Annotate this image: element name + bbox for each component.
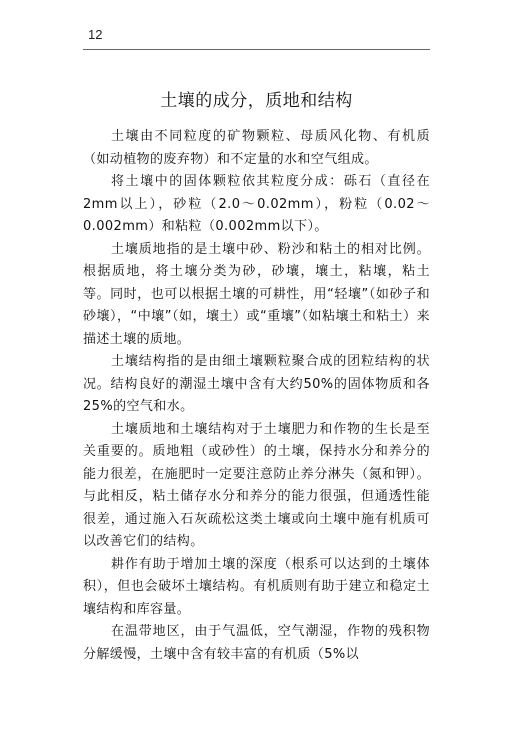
page-title: 土壤的成分，质地和结构 (160, 91, 353, 111)
paragraph: 土壤结构指的是由细土壤颗粒聚合成的团粒结构的状况。结构良好的潮湿土壤中含有大约50%的固体物质和各25%的空气和水。 (83, 354, 430, 414)
paragraph: 耕作有助于增加土壤的深度（根系可以达到的土壤体积），但也会破坏土壤结构。有机质则有助于建立和稳定土壤结构和库容量。 (83, 556, 430, 617)
header-rule (83, 49, 430, 50)
paragraph: 土壤质地指的是土壤中砂、粉沙和粘土的相对比例。根据质地，将土壤分类为砂，砂壤，壤土，粘壤，粘土等。同时，也可以根据土壤的可耕性，用“轻壤”（如砂子和砂壤），“中壤”（如，壤土）或“重壤”（如粘壤土和粘土）来描述土壤的质地。 (83, 241, 430, 347)
body-text (83, 126, 430, 666)
paragraph: 在温带地区，由于气温低，空气潮湿，作物的残积物分解缓慢，土壤中含有较丰富的有机质（5%以 (83, 624, 430, 662)
page-number: 12 (88, 27, 103, 42)
paragraph: 将土壤中的固体颗粒依其粒度分成：砾石（直径在2mm以上），砂粒（2.0～0.02mm），粉粒（0.02～0.002mm）和粘粒（0.002mm以下）。 (83, 174, 430, 234)
paragraph: 土壤由不同粒度的矿物颗粒、母质风化物、有机质（如动植物的废弃物）和不定量的水和空气组成。 (83, 129, 430, 167)
paragraph: 土壤质地和土壤结构对于土壤肥力和作物的生长是至关重要的。质地粗（或砂性）的土壤，保持水分和养分的能力很差，在施肥时一定要注意防止养分淋失（氮和钾）。与此相反，粘土储存水分和养分的能力很强，但通透性能很差，通过施入石灰疏松这类土壤或向土壤中施有机质可以改善它们的结构。 (83, 421, 430, 549)
